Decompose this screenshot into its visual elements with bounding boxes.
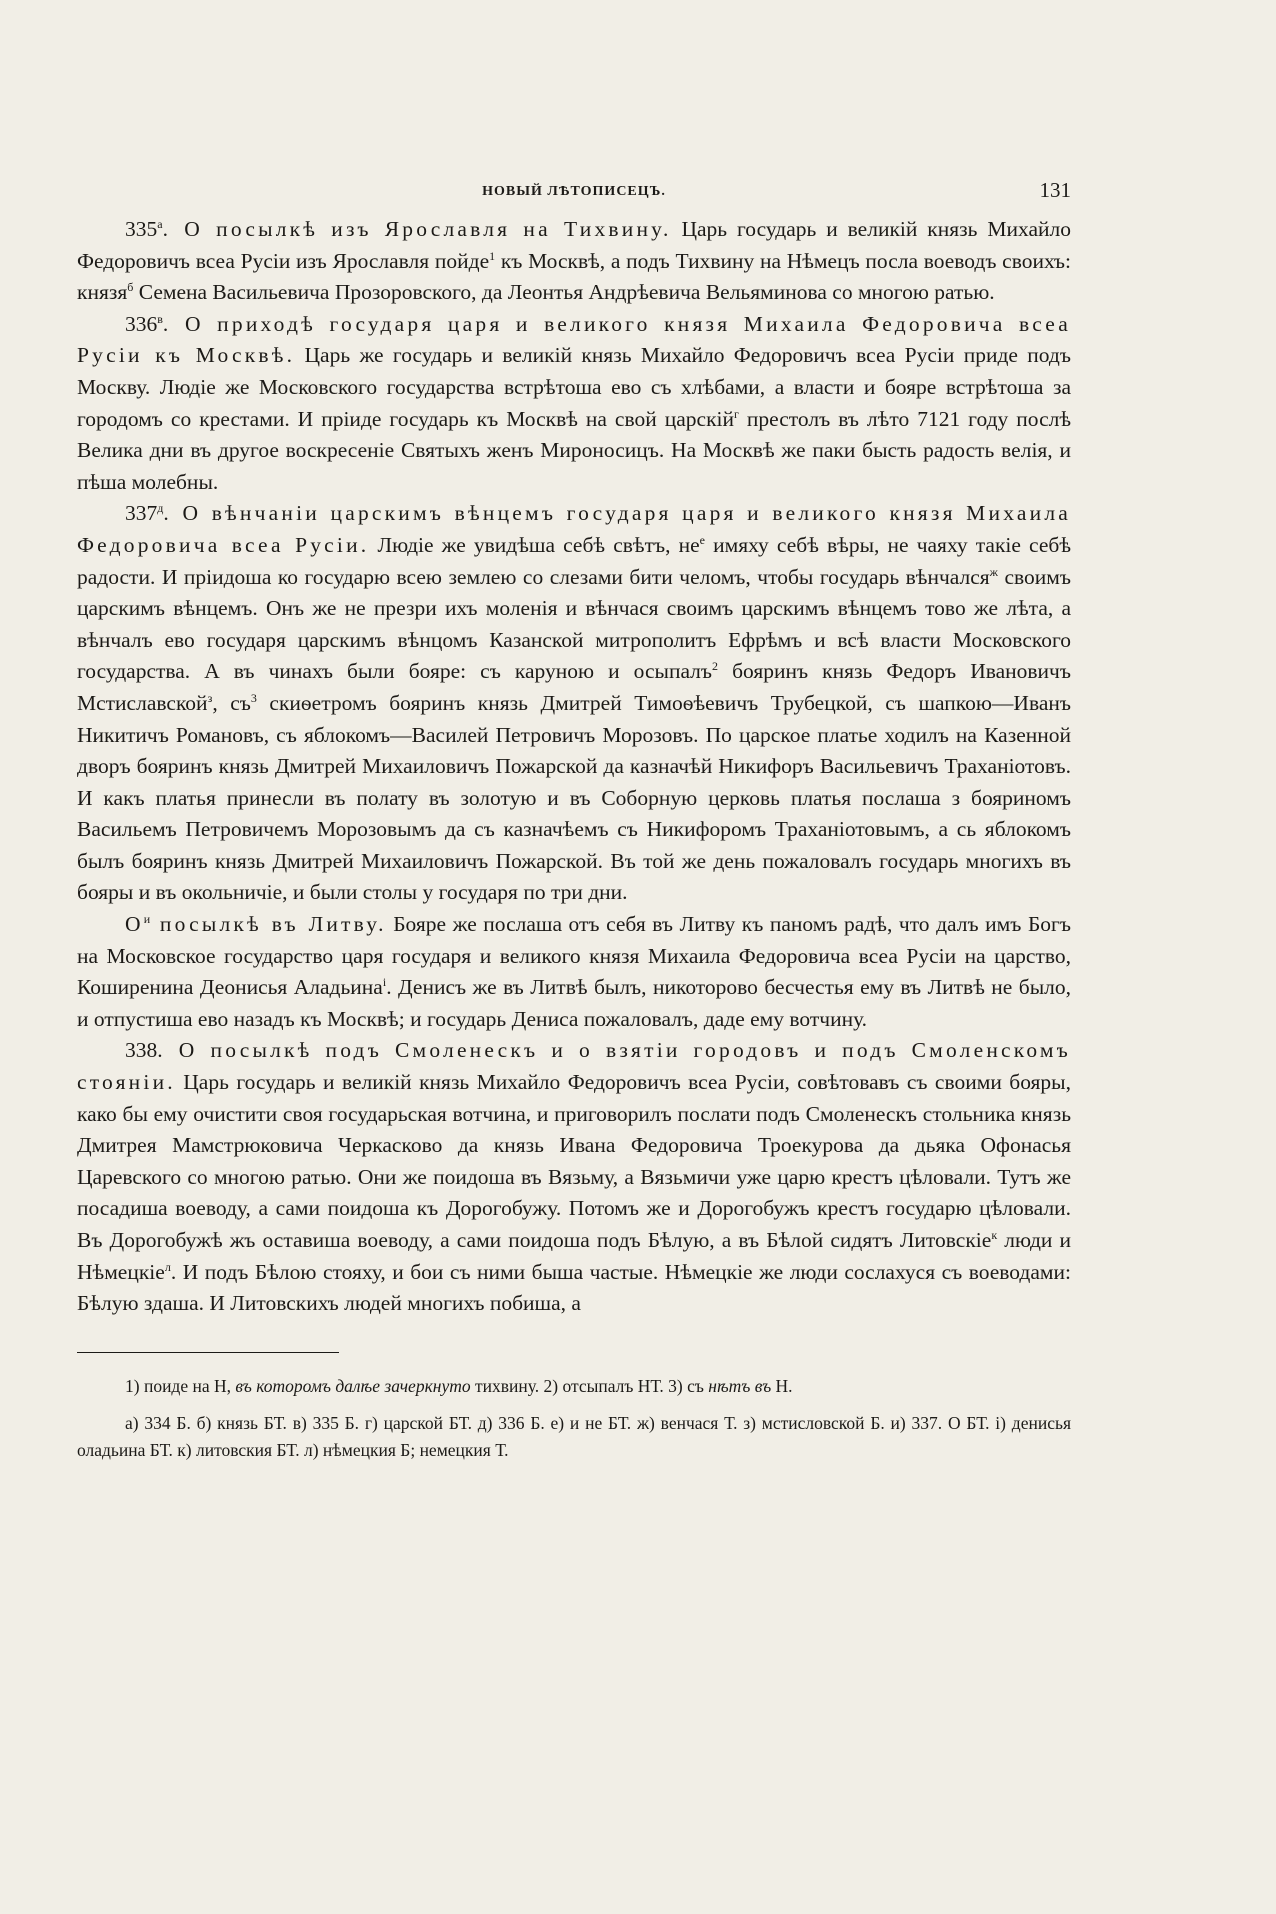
paragraph-number: 335 [125,217,158,241]
chapter-heading: посылкѣ въ Литву. [150,912,387,937]
paragraph-number: 336 [125,311,158,336]
variant-mark: і [382,975,387,990]
footnote-text: Н. [771,1375,793,1396]
footnote-mark: 2 [712,659,719,674]
variant-mark: и [143,912,151,927]
variant-mark: е [699,532,705,547]
paragraph-text: . Денисъ же въ Литвѣ былъ, никоторово бесчестья ему въ Литвѣ не было, и отпустиша ево назадъ къ Москвѣ; и государь Дениса пожаловалъ, даде ему вотчину. [77,975,1071,1031]
numbered-footnotes [77,1373,1071,1400]
variant-mark: з [207,690,213,705]
variant-mark: д [157,501,164,516]
chapter-heading: . О приходѣ государя царя и великого князя Михаила Федоровича всеа Русіи къ Москвѣ. [77,311,1071,368]
paragraph-text: своимъ царскимъ вѣнцемъ. Онъ же не презри ихъ моленія и вѣнчася своимъ царскимъ вѣнцемъ тово же лѣта, а вѣнчалъ ево государя царскимъ вѣнцомъ Казанской митрополитъ Ефрѣмъ и всѣ власти Московского государства. А въ чинахъ были бояре: съ каруною и осыпалъ [77,564,1071,684]
paragraph-337 [77,498,1071,909]
paragraph-text: имяху себѣ вѣры, не чаяху такіе себѣ радости. И пріидоша ко государю всею землею со слезами бити челомъ, чтобы государь вѣнчался [77,532,1071,589]
paragraph-text: къ Москвѣ, а подъ Тихвину на Нѣмецъ посла воеводъ своихъ: князя [77,248,1071,305]
variant-mark: г [734,406,739,421]
variant-mark: а [157,217,163,231]
paragraph-lithuania [77,909,1071,1035]
running-title: НОВЫЙ ЛѢТОПИСЕЦЪ. [482,184,666,199]
paragraph-text: престолъ въ лѣто 7121 году послѣ Велика дни въ другое воскресеніе Святыхъ женъ Мироносицъ. На Москвѣ же паки бысть радость велія, и пѣша молебны. [77,406,1072,494]
paragraph-text: Царь государь и великій князь Михайло Федоровичъ всеа Русіи изъ Ярославля пойде [77,217,1071,273]
footnote-mark: 3 [250,690,257,705]
chapter-heading: . О посылкѣ подъ Смоленескъ и о взятіи городовъ и подъ Смоленскомъ стояніи. [77,1038,1071,1095]
paragraph-text: Царь же государь и великій князь Михайло Федоровичъ всеа Русіи приде подъ Москву. Людіе же Московского государства встрѣтоша ево съ хлѣбами, а власти и бояре встрѣтоша за городомъ со крестами. И пріиде государь къ Москвѣ на свой царскій [77,343,1071,431]
page-number: 131 [1039,178,1071,202]
paragraph-text: , съ [212,690,251,715]
paragraph-text: бояринъ князь Федоръ Ивановичъ Мстиславской [77,659,1071,715]
footnote-italic: въ которомъ далѣе зачеркнуто [235,1375,471,1396]
paragraph-text: . И подъ Бѣлою стояху, и бои съ ними быша частые. Нѣмецкіе же люди сослахуся съ воеводами: Бѣлую здаша. И Литовскихъ людей многихъ побиша, а [77,1259,1071,1316]
paragraph-text: Людіе же увидѣша себѣ свѣтъ, не [369,532,700,557]
paragraph-text: люди и Нѣмецкіе [77,1228,1072,1284]
variant-mark: б [127,280,134,295]
paragraph-338 [77,1035,1071,1319]
document-page [77,176,1071,1464]
footnote-divider [77,1352,339,1353]
footnote-italic: нѣтъ въ [708,1375,772,1396]
chapter-heading: . О вѣнчаніи царскимъ вѣнцемъ государя царя и великого князя Михаила Федоровича всеа Русіи. [77,501,1071,557]
footnote-text: 1) поиде на Н, [125,1375,236,1396]
paragraph-text: Семена Васильевича Прозоровского, да Леонтья Андрѣевича Вельяминова со многою ратью. [133,280,995,305]
variant-mark: л [164,1259,171,1274]
footnote-text: тихвину. 2) отсыпалъ НТ. 3) съ [470,1375,709,1396]
paragraph-text: скиѳетромъ бояринъ князь Дмитрей Тимоѳѣевичъ Трубецкой, съ шапкою—Иванъ Никитичъ Романовъ, съ яблокомъ—Василей Петровичъ Морозовъ. По царское платье ходилъ на Казенной дворъ бояринъ князь Дмитрей Михаиловичъ Пожарской да казначѣй Никифоръ Васильевичъ Траханіотовъ. И какъ платья принесли въ полату въ золотую и въ Соборную церковь платья послаша з бояриномъ Васильемъ Петровичемъ Морозовымъ да съ казначѣемъ съ Никифоромъ Траханіотовымъ, а сь яблокомъ былъ бояринъ князь Дмитрей Михаиловичъ Пожарской. Въ той же день пожаловалъ государь многихъ въ бояры и въ окольничіе, и были столы у государя по три дни. [77,690,1071,905]
paragraph-text: Бояре же послаша отъ себя въ Литву къ паномъ радѣ, что далъ имъ Богъ на Московское государство царя государя и великого князя Михаила Федоровича всеа Русіи на царство, Коширенина Деонисья Аладьина [77,912,1071,1000]
footnotes [77,1373,1071,1464]
footnote-mark: 1 [489,248,496,263]
chapter-heading: О [125,912,144,937]
paragraph-335 [77,214,1071,309]
variant-readings: а) 334 Б. б) князь БТ. в) 335 Б. г) царской БТ. д) 336 Б. е) и не БТ. ж) венчася Т. з) мстисловской Б. и) 337. О БТ. і) денисья оладьина БТ. к) литовския БТ. л) нѣмецкия Б; немецкия Т. [77,1412,1071,1460]
paragraph-number: 338 [125,1038,158,1063]
variant-mark: ж [989,564,998,579]
variant-mark: в [157,311,163,326]
chapter-heading: . О посылкѣ изъ Ярославля на Тихвину. [162,217,672,241]
variant-mark: к [991,1228,998,1242]
body-text [77,214,1071,1320]
paragraph-number: 337 [125,501,158,526]
paragraph-text: Царь государь и великій князь Михайло Федоровичъ всеа Русіи, совѣтовавъ съ своими бояры, како бы ему очистити своя государьская вотчина, и приговорилъ послати подъ Смоленескъ стольника князь Дмитрея Мамстрюковича Черкасково да князь Ивана Федоровича Троекурова да дьяка Офонасья Царевского со многою ратью. Они же поидоша въ Вязьму, а Вязьмичи уже царю крестъ цѣловали. Тутъ же посадиша воеводу, а сами поидоша къ Дорогобужу. Потомъ же и Дорогобужъ крестъ государю цѣловали. Въ Дорогобужѣ жъ оставиша воеводу, а сами поидоша подъ Бѣлую, а въ Бѣлой сидятъ Литовскіе [77,1070,1071,1252]
paragraph-336 [77,309,1071,499]
running-head [77,176,1071,206]
